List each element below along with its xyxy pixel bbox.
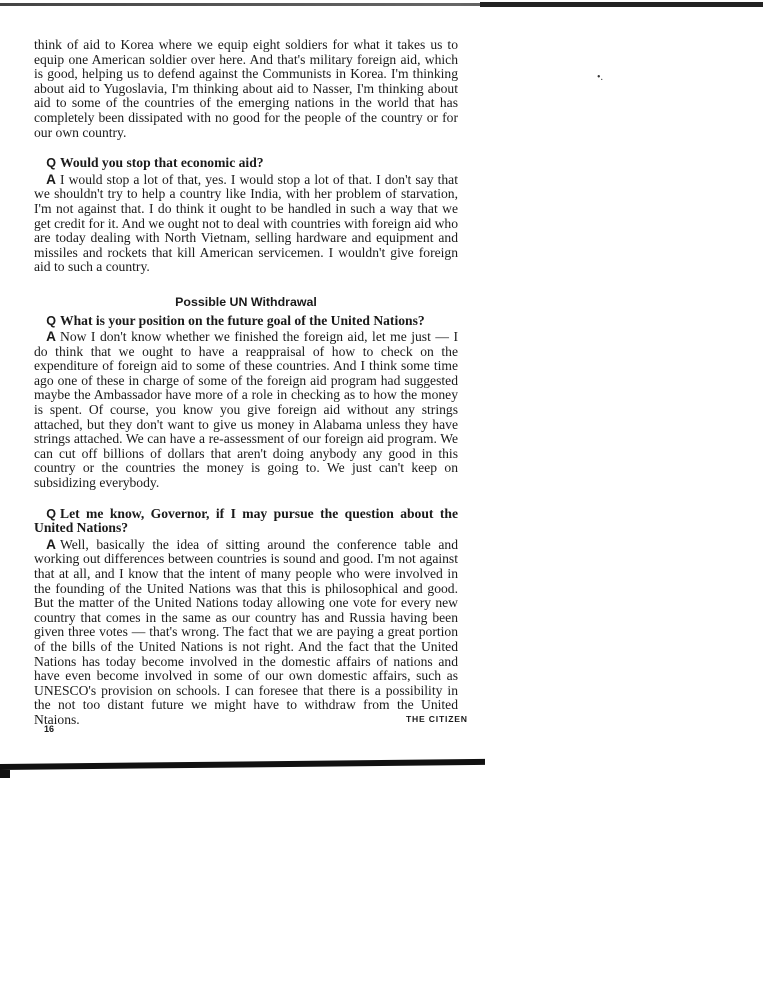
- answer-3: [34, 538, 458, 728]
- answer-1-text: I would stop a lot of that, yes. I would stop a lot of that. I don't say that we shouldn't try to help a country like India, with her problem of starvation, I'm not against that. I do think it ought to be handled in such a way that we get credit for it. And we ought not to deal with countries with foreign aid who are today dealing with North Vietnam, selling hardware and equipment and missiles and rockets that kill American servicemen. I wouldn't give foreign aid to such a country.: [34, 171, 458, 275]
- scan-speck: •.: [597, 72, 604, 83]
- question-1: [34, 156, 458, 171]
- article-body: [34, 38, 458, 728]
- question-2-text: What is your position on the future goal of the United Nations?: [60, 312, 425, 328]
- answer-1: [34, 173, 458, 275]
- section-heading: Possible UN Withdrawal: [175, 294, 317, 309]
- a-marker: A: [46, 536, 56, 552]
- q-marker: Q: [46, 313, 56, 328]
- q-marker: Q: [46, 156, 56, 171]
- a-marker: A: [46, 171, 56, 187]
- page-number: 16: [44, 724, 55, 734]
- answer-2-text: Now I don't know whether we finished the foreign aid, let me just — I do think that we ought to have a reappraisal of how to check on the expenditure of foreign aid to some of these countries. And I think some time ago one of these in charge of some of the foreign aid program had suggested maybe the Ambassador have more of a role in checking as to how the money is spent. Of course, you know you give foreign aid without any strings attached, but they don't want to give us money in Alabama unless they have strings attached. We can have a re-assessment of our foreign aid program. We can cut off billions of dollars that aren't doing anybody any good in this country or the countries the money is going to. We just can't keep on subsidizing everybody.: [34, 329, 458, 491]
- answer-2: [34, 330, 458, 491]
- q-marker: Q: [46, 506, 56, 521]
- publication-name: THE CITIZEN: [406, 714, 468, 724]
- question-3-text: Let me know, Governor, if I may pursue the question about the United Nations?: [34, 505, 458, 536]
- top-rule-heavy: [480, 2, 763, 7]
- question-2: [34, 314, 458, 329]
- intro-paragraph: think of aid to Korea where we equip eight soldiers for what it takes us to equip one American soldier over here. And that's military foreign aid, which is good, helping us to defend against the Communists in Korea. I'm thinking about aid to Yugoslavia, I'm thinking about aid to Nasser, I'm thinking about aid to some of the countries of the emerging nations in the world that has completely been dissipated with no good for the people of the country or for our own country.: [34, 37, 458, 140]
- a-marker: A: [46, 329, 56, 345]
- answer-3-text: Well, basically the idea of sitting around the conference table and working out differences between countries is sound and good. I'm not against that at all, and I know that the intent of many people who were involved in the founding of the United Nations was that this is philosophical and good. But the matter of the United Nations today allowing one vote for every new country that comes in the same as our country has and Russia having been given three votes — that's wrong. The fact that we are paying a great portion of the bills of the United Nations is not right. And the fact that the United Nations has today become involved in the domestic affairs of nations and have even become involved in some of our own domestic affairs, such as UNESCO's provision on schools. I can foresee that there is a possibility in the not too distant future we might have to withdraw from the United Ntaions.: [34, 536, 458, 727]
- question-3: [34, 507, 458, 536]
- bottom-rule: [0, 759, 485, 770]
- question-1-text: Would you stop that economic aid?: [60, 155, 264, 171]
- bottom-rule-tail: [0, 770, 10, 778]
